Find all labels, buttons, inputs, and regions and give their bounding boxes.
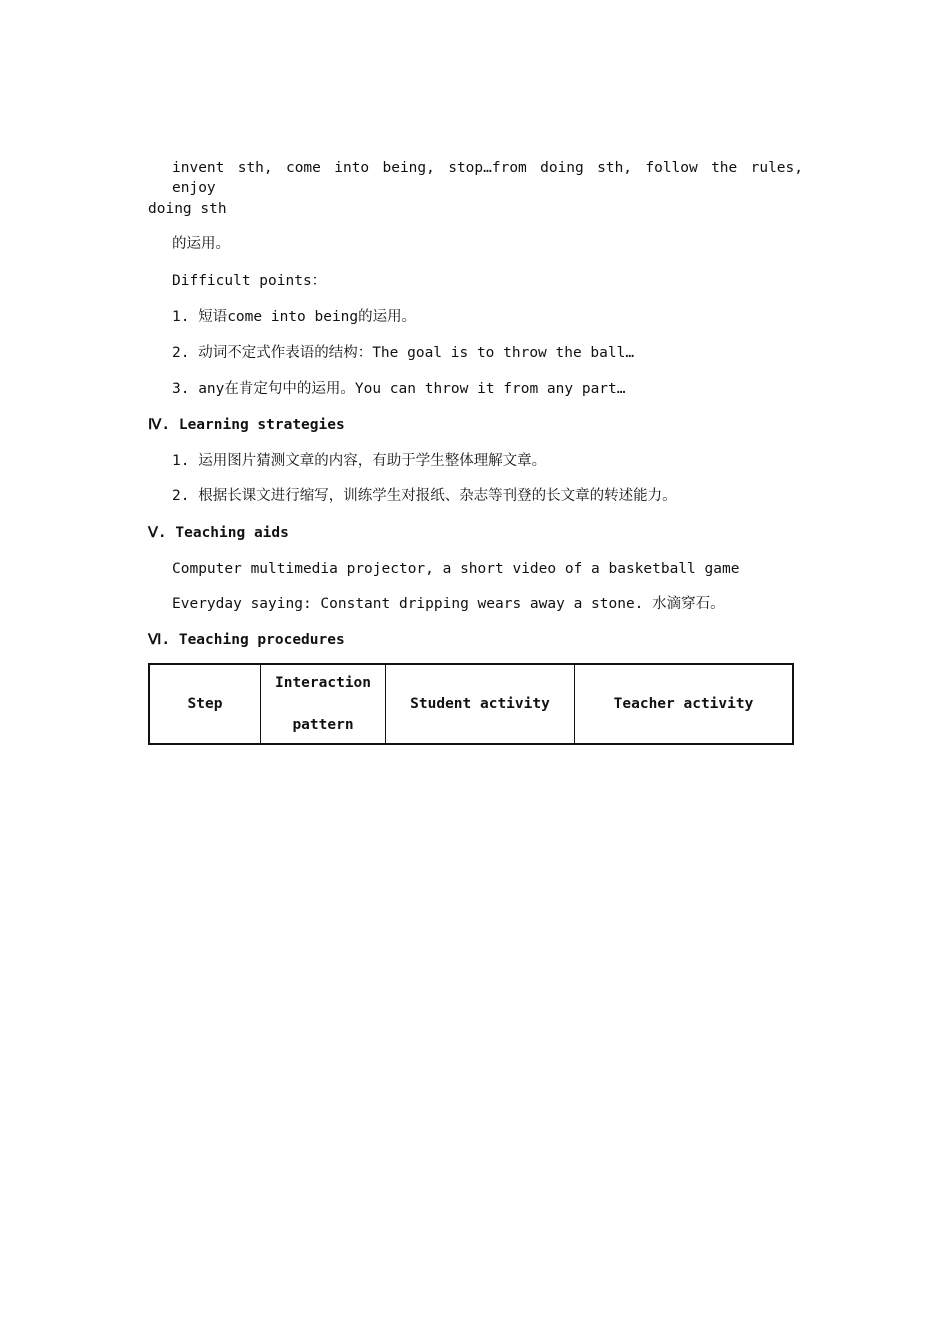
difficult-point-1: 1. 短语come into being的运用。 [172, 309, 417, 325]
difficult-point-2: 2. 动词不定式作表语的结构：The goal is to throw the ball… [172, 345, 635, 361]
header-teacher-activity: Teacher activity [575, 664, 794, 744]
header-interaction-line-2: pattern [292, 717, 354, 733]
header-step: Step [149, 664, 261, 744]
learning-strategies-heading: Ⅳ. Learning strategies [148, 417, 345, 433]
table-header-row [149, 664, 793, 744]
difficult-points-label: Difficult points： [172, 273, 327, 289]
teaching-aids-line-2: Everyday saying: Constant dripping wears away a stone. 水滴穿石。 [172, 596, 725, 612]
header-interaction-line-1: Interaction [274, 675, 372, 691]
teaching-aids-line-1: Computer multimedia projector, a short video of a basketball game [172, 561, 740, 577]
difficult-point-3: 3. any在肯定句中的运用。You can throw it from any part… [172, 381, 626, 397]
key-points-line-1: invent sth, come into being, stop…from doing sth, follow the rules, enjoy [172, 160, 803, 196]
learning-strategy-1: 1. 运用图片猜测文章的内容，有助于学生整体理解文章。 [172, 453, 547, 469]
teaching-procedures-heading: Ⅵ. Teaching procedures [148, 632, 345, 648]
header-interaction-pattern [261, 664, 386, 744]
teaching-aids-heading: Ⅴ. Teaching aids [148, 525, 289, 541]
header-student-activity: Student activity [386, 664, 575, 744]
learning-strategy-2: 2. 根据长课文进行缩写，训练学生对报纸、杂志等刊登的长文章的转述能力。 [172, 488, 677, 504]
key-points-line-3: 的运用。 [172, 236, 230, 252]
procedures-table [148, 663, 794, 745]
key-points-line-2: doing sth [148, 201, 227, 217]
